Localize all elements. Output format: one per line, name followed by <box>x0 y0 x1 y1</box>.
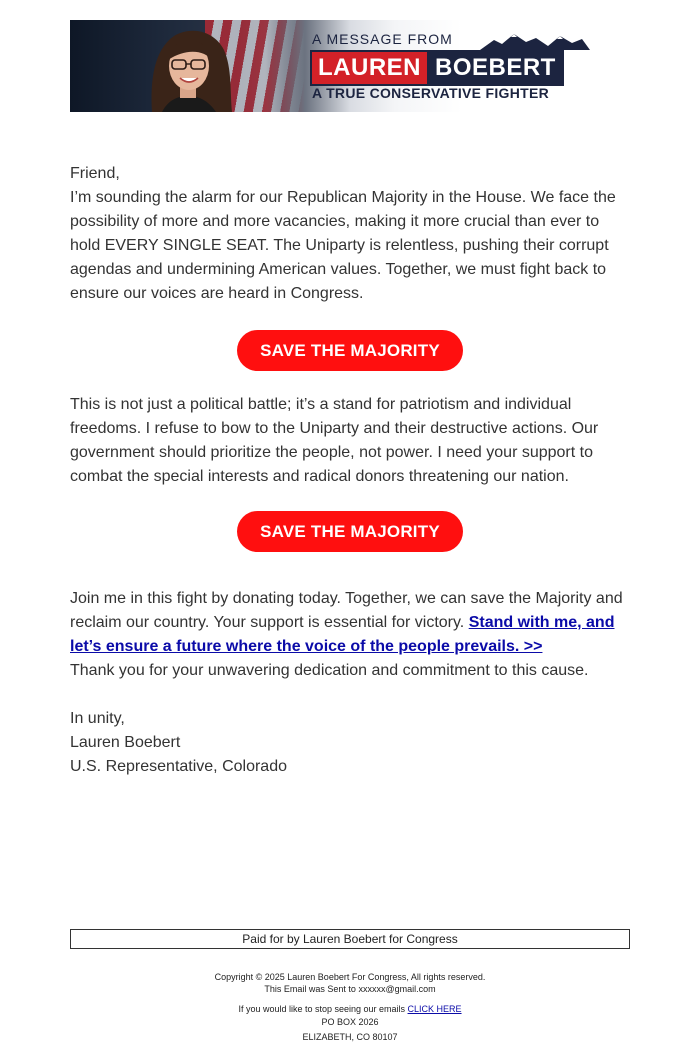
unsubscribe-line <box>70 1003 630 1015</box>
message-from-label: A MESSAGE FROM <box>312 31 453 47</box>
city-line: ELIZABETH, CO 80107 <box>302 1032 398 1042</box>
greeting: Friend, <box>70 165 120 182</box>
banner-title-block <box>310 28 625 108</box>
portrait-photo <box>132 20 242 112</box>
paragraph-3-section <box>70 587 630 683</box>
thanks-line: Thank you for your unwavering dedication and commitment to this cause. <box>70 662 589 679</box>
mountains-icon <box>480 32 590 50</box>
sent-to-line: This Email was Sent to xxxxxx@gmail.com <box>264 984 436 994</box>
unsubscribe-text: If you would like to stop seeing our emails <box>238 1004 408 1014</box>
intro-section <box>70 162 630 306</box>
signature-block <box>70 707 630 779</box>
paragraph-1: I’m sounding the alarm for our Republican Majority in the House. We face the possibility of more and more vacancies, making it more crucial than ever to hold EVERY SINGLE SEAT. The Uniparty is relentless, pushing their corrupt agendas and undermining American values. Together, we must fight back to ensure our voices are heard in Congress. <box>70 189 616 302</box>
paragraph-3-text: Join me in this fight by donating today. Together, we can save the Majority and reclaim our country. Your support is essential for victory. <box>70 590 623 631</box>
banner-tagline: A TRUE CONSERVATIVE FIGHTER <box>312 85 550 101</box>
header-banner <box>70 20 630 112</box>
po-box-line: PO BOX 2026 <box>321 1017 379 1027</box>
paragraph-2: This is not just a political battle; it’s a stand for patriotism and individual freedoms. I refuse to bow to the Uniparty and their destructive actions. Our government should prioritize the people, not power. I need your support to combat the special interests and radical donors threatening our nation. <box>70 396 599 485</box>
save-majority-button-1[interactable]: SAVE THE MAJORITY <box>237 330 463 371</box>
signature-name: Lauren Boebert <box>70 734 181 751</box>
paragraph-3 <box>70 587 630 659</box>
first-name: LAUREN <box>312 52 427 84</box>
save-majority-button-2[interactable]: SAVE THE MAJORITY <box>237 511 463 552</box>
copyright-line: Copyright © 2025 Lauren Boebert For Congress, All rights reserved. <box>214 972 486 982</box>
stand-with-me-link[interactable]: Stand with me, and let’s ensure a future where the voice of the people prevails. >> <box>70 614 615 655</box>
signature-title: U.S. Representative, Colorado <box>70 758 287 775</box>
paid-for-disclaimer: Paid for by Lauren Boebert for Congress <box>70 929 630 949</box>
closing: In unity, <box>70 710 125 727</box>
last-name: BOEBERT <box>427 52 562 84</box>
paragraph-2-section <box>70 393 630 489</box>
unsubscribe-link[interactable]: CLICK HERE <box>407 1004 462 1014</box>
candidate-name-logo <box>310 50 564 86</box>
